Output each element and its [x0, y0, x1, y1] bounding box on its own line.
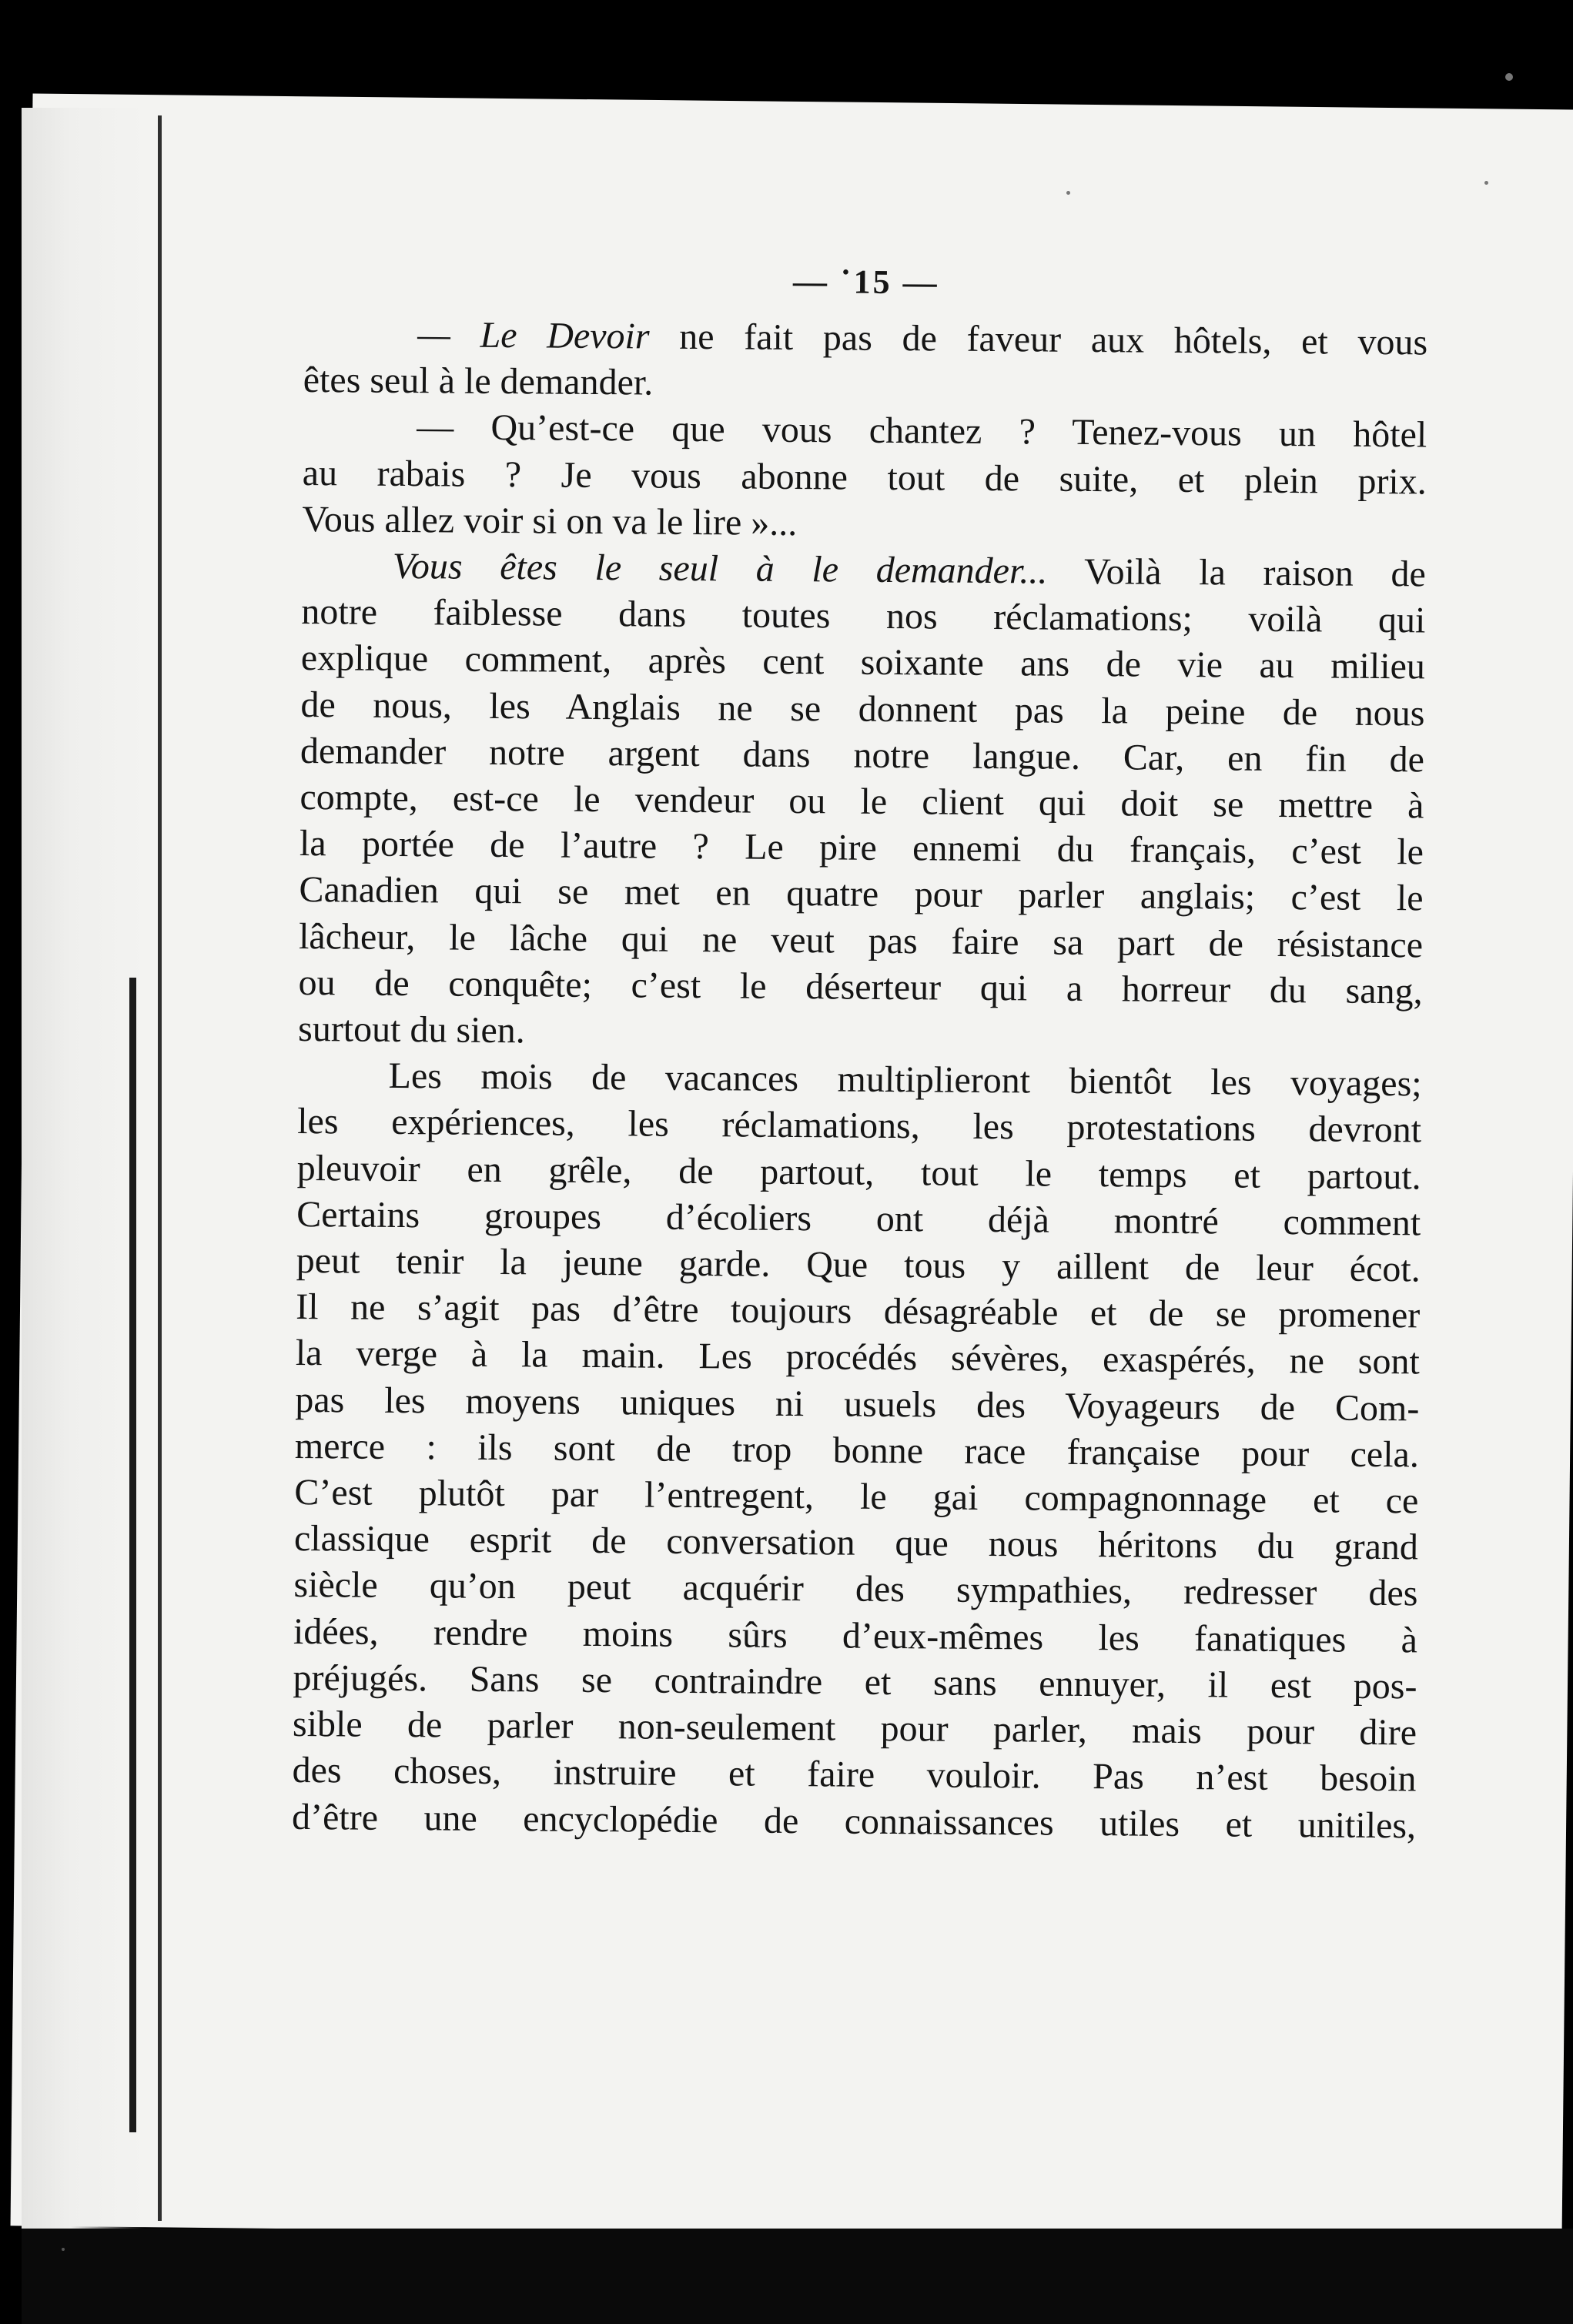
- text-line: Canadien qui se met en quatre pour parler anglais; c’est le: [299, 869, 1424, 919]
- text-line: ou de conquête; c’est le déserteur qui a horreur du sang,: [298, 961, 1423, 1012]
- text-line: siècle qu’on peut acquérir des sympathies, redresser des: [293, 1564, 1418, 1614]
- gutter-shadow: [22, 108, 145, 2232]
- italic-text: — Le Devoir: [417, 314, 650, 357]
- text-line: Il ne s’agit pas d’être toujours désagréable et de se promener: [296, 1286, 1421, 1336]
- paragraph: [298, 543, 1426, 1062]
- text-line: les expériences, les réclamations, les protestations devront: [296, 1101, 1422, 1151]
- text-line: êtes seul à le demander.: [303, 359, 654, 403]
- text-line: d’être une encyclopédie de connaissances utiles et unitiles,: [291, 1796, 1417, 1846]
- text-line: lâcheur, le lâche qui ne veut pas faire sa part de résistance: [298, 915, 1424, 966]
- italic-text: Vous êtes le seul à le demander...: [392, 545, 1048, 592]
- dust-speck: [62, 2248, 65, 2251]
- text-line: sible de parler non-seulement pour parler, mais pour dire: [292, 1704, 1417, 1754]
- body-text: [292, 311, 1428, 1849]
- text-line: des choses, instruire et faire vouloir. Pas n’est besoin: [292, 1750, 1417, 1800]
- text-line: classique esprit de conversation que nous héritons du grand: [293, 1518, 1419, 1568]
- text-line: Certains groupes d’écoliers ont déjà montré comment: [296, 1193, 1421, 1244]
- text-line: demander notre argent dans notre langue. Car, en fin de: [300, 730, 1425, 781]
- text-line: préjugés. Sans se contraindre et sans ennuyer, il est pos-: [293, 1657, 1417, 1707]
- text-line: [303, 311, 1427, 366]
- dust-speck: [1484, 181, 1488, 185]
- text-line: la verge à la main. Les procédés sévères, exaspérés, ne sont: [295, 1333, 1420, 1383]
- binding-edge-line-thick: [129, 978, 136, 2132]
- text-line: peut tenir la jeune garde. Que tous y aillent de leur écot.: [296, 1240, 1421, 1290]
- text-line: C’est plutôt par l’entregent, le gai compagnonnage et ce: [294, 1472, 1419, 1522]
- text-line: [302, 543, 1426, 598]
- text-line: Vous allez voir si on va le lire »...: [302, 498, 798, 543]
- page-number: — ˙15 —: [792, 262, 939, 302]
- scan-bottom-border: [22, 2229, 1573, 2324]
- text-line: pleuvoir en grêle, de partout, tout le temps et partout.: [296, 1147, 1421, 1198]
- text-line: de nous, les Anglais ne se donnent pas la peine de nous: [300, 684, 1425, 734]
- text-line: pas les moyens uniques ni usuels des Voyageurs de Com-: [295, 1379, 1420, 1430]
- text-line: — Qu’est-ce que vous chantez ? Tenez-vous un hôtel: [417, 406, 1427, 456]
- text-line: au rabais ? Je vous abonne tout de suite, et plein prix.: [302, 452, 1427, 503]
- line-text: Voilà la raison de: [1047, 550, 1427, 595]
- paragraph: [292, 1052, 1422, 1849]
- dust-speck: [1066, 191, 1070, 195]
- text-line: merce : ils sont de trop bonne race française pour cela.: [294, 1425, 1420, 1476]
- text-line: idées, rendre moins sûrs d’eux-mêmes les fanatiques à: [293, 1610, 1418, 1661]
- paragraph: [303, 311, 1428, 413]
- dust-speck: [1505, 73, 1513, 81]
- page-text-block: [292, 258, 1428, 1849]
- text-line: Les mois de vacances multiplieront bientôt les voyages;: [388, 1055, 1422, 1105]
- binding-edge-line: [158, 115, 162, 2221]
- text-line: la portée de l’autre ? Le pire ennemi du français, c’est le: [299, 823, 1424, 873]
- line-text: ne fait pas de faveur aux hôtels, et vous: [649, 316, 1428, 363]
- paragraph: [302, 403, 1427, 551]
- text-line: compte, est-ce le vendeur ou le client qui doit se mettre à: [300, 777, 1424, 827]
- text-line: explique comment, après cent soixante ans de vie au milieu: [300, 637, 1426, 687]
- text-line: notre faiblesse dans toutes nos réclamations; voilà qui: [301, 591, 1426, 641]
- text-line: surtout du sien.: [297, 1008, 525, 1052]
